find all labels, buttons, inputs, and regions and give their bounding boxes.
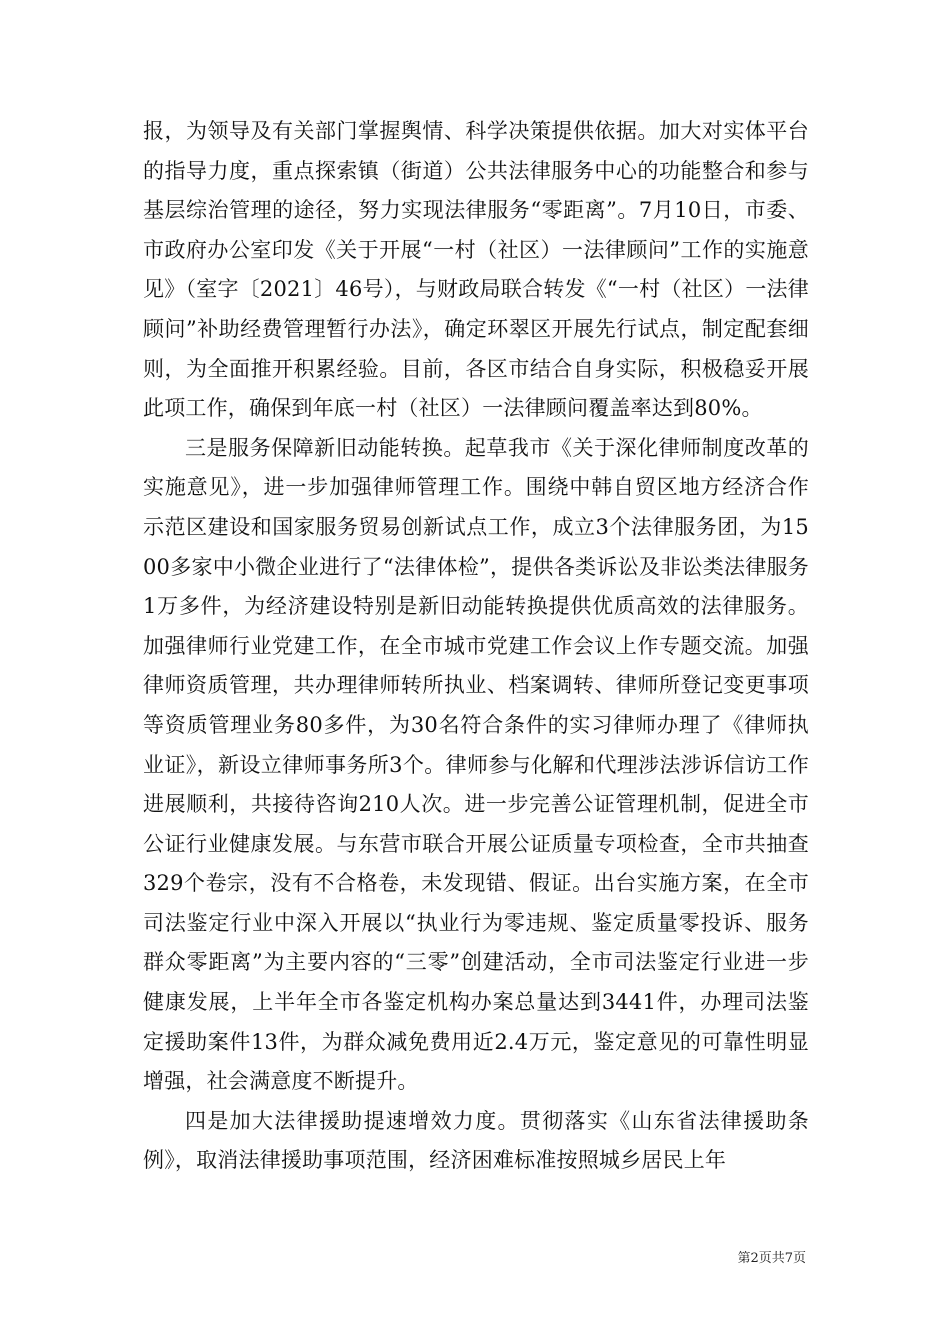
page-number-footer: 第2页共7页 (737, 1251, 806, 1266)
document-body (143, 112, 809, 1181)
paragraph-1: 报，为领导及有关部门掌握舆情、科学决策提供依据。加大对实体平台的指导力度，重点探索镇（街道）公共法律服务中心的功能整合和参与基层综治管理的途径，努力实现法律服务“零距离”。7月10日，市委、市政府办公室印发《关于开展“一村（社区）一法律顾问”工作的实施意见》（室字〔2021〕46号），与财政局联合转发《“一村（社区）一法律顾问”补助经费管理暂行办法》，确定环翠区开展先行试点，制定配套细则，为全面推开积累经验。目前，各区市结合自身实际，积极稳妥开展此项工作，确保到年底一村（社区）一法律顾问覆盖率达到80%。 (143, 119, 809, 421)
paragraph-3: 四是加大法律援助提速增效力度。贯彻落实《山东省法律援助条例》，取消法律援助事项范围，经济困难标准按照城乡居民上年 (143, 1108, 809, 1173)
paragraph-2: 三是服务保障新旧动能转换。起草我市《关于深化律师制度改革的实施意见》，进一步加强律师管理工作。围绕中韩自贸区地方经济合作示范区建设和国家服务贸易创新试点工作，成立3个法律服务团，为1500多家中小微企业进行了“法律体检”，提供各类诉讼及非讼类法律服务1万多件，为经济建设特别是新旧动能转换提供优质高效的法律服务。加强律师行业党建工作，在全市城市党建工作会议上作专题交流。加强律师资质管理，共办理律师转所执业、档案调转、律师所登记变更事项等资质管理业务80多件，为30名符合条件的实习律师办理了《律师执业证》，新设立律师事务所3个。律师参与化解和代理涉法涉诉信访工作进展顺利，共接待咨询210人次。进一步完善公证管理机制，促进全市公证行业健康发展。与东营市联合开展公证质量专项检查，全市共抽查329个卷宗，没有不合格卷，未发现错、假证。出台实施方案，在全市司法鉴定行业中深入开展以“执业行为零违规、鉴定质量零投诉、服务群众零距离”为主要内容的“三零”创建活动，全市司法鉴定行业进一步健康发展，上半年全市各鉴定机构办案总量达到3441件，办理司法鉴定援助案件13件，为群众减免费用近2.4万元，鉴定意见的可靠性明显增强，社会满意度不断提升。 (143, 435, 809, 1094)
